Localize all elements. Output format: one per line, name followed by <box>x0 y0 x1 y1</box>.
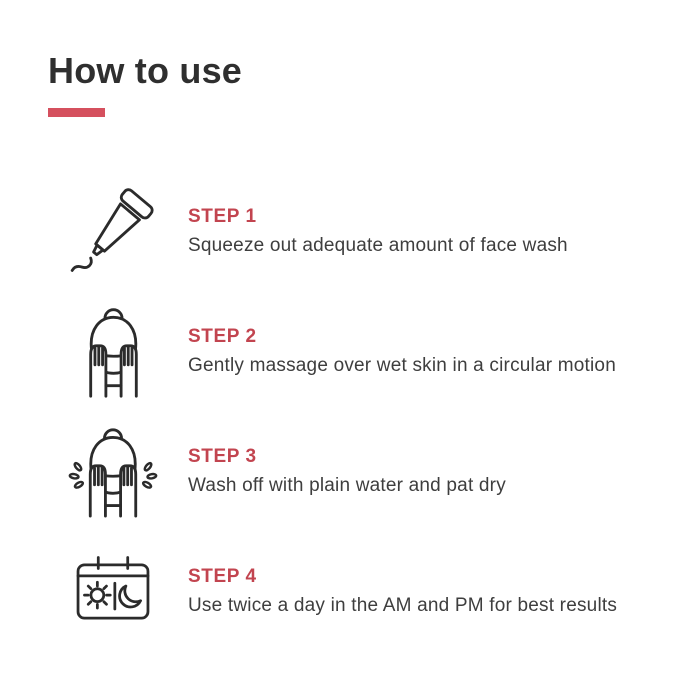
face-wash-splash-icon <box>59 424 167 519</box>
step-description: Squeeze out adequate amount of face wash <box>188 234 568 256</box>
step-label: STEP 1 <box>188 205 257 227</box>
splash-droplets-right <box>142 462 156 489</box>
step-row-1 <box>48 175 674 287</box>
face-massage-icon <box>66 304 161 399</box>
squeeze-tube-icon <box>66 184 161 279</box>
step-1-text <box>188 206 568 257</box>
steps-list <box>48 175 674 647</box>
step-label: STEP 2 <box>188 325 257 347</box>
sun-glyph <box>84 582 110 608</box>
splash-droplets-left <box>70 462 84 489</box>
step-2-icon-box <box>48 295 178 407</box>
step-row-3 <box>48 415 674 527</box>
step-3-text <box>188 446 506 497</box>
step-row-2 <box>48 295 674 407</box>
step-2-text <box>188 326 616 377</box>
step-description: Wash off with plain water and pat dry <box>188 474 506 496</box>
step-description: Use twice a day in the AM and PM for best results <box>188 594 618 616</box>
calendar-am-pm-icon <box>67 550 159 633</box>
step-4-icon-box <box>48 535 178 647</box>
step-1-icon-box <box>48 175 178 287</box>
step-label: STEP 3 <box>188 445 257 467</box>
title-accent-bar <box>48 108 105 117</box>
page-title: How to use <box>48 50 243 91</box>
moon-glyph <box>120 585 141 606</box>
step-row-4 <box>48 535 674 647</box>
step-description: Gently massage over wet skin in a circular motion <box>188 354 616 376</box>
step-label: STEP 4 <box>188 565 257 587</box>
step-3-icon-box <box>48 415 178 527</box>
step-4-text <box>188 566 617 617</box>
